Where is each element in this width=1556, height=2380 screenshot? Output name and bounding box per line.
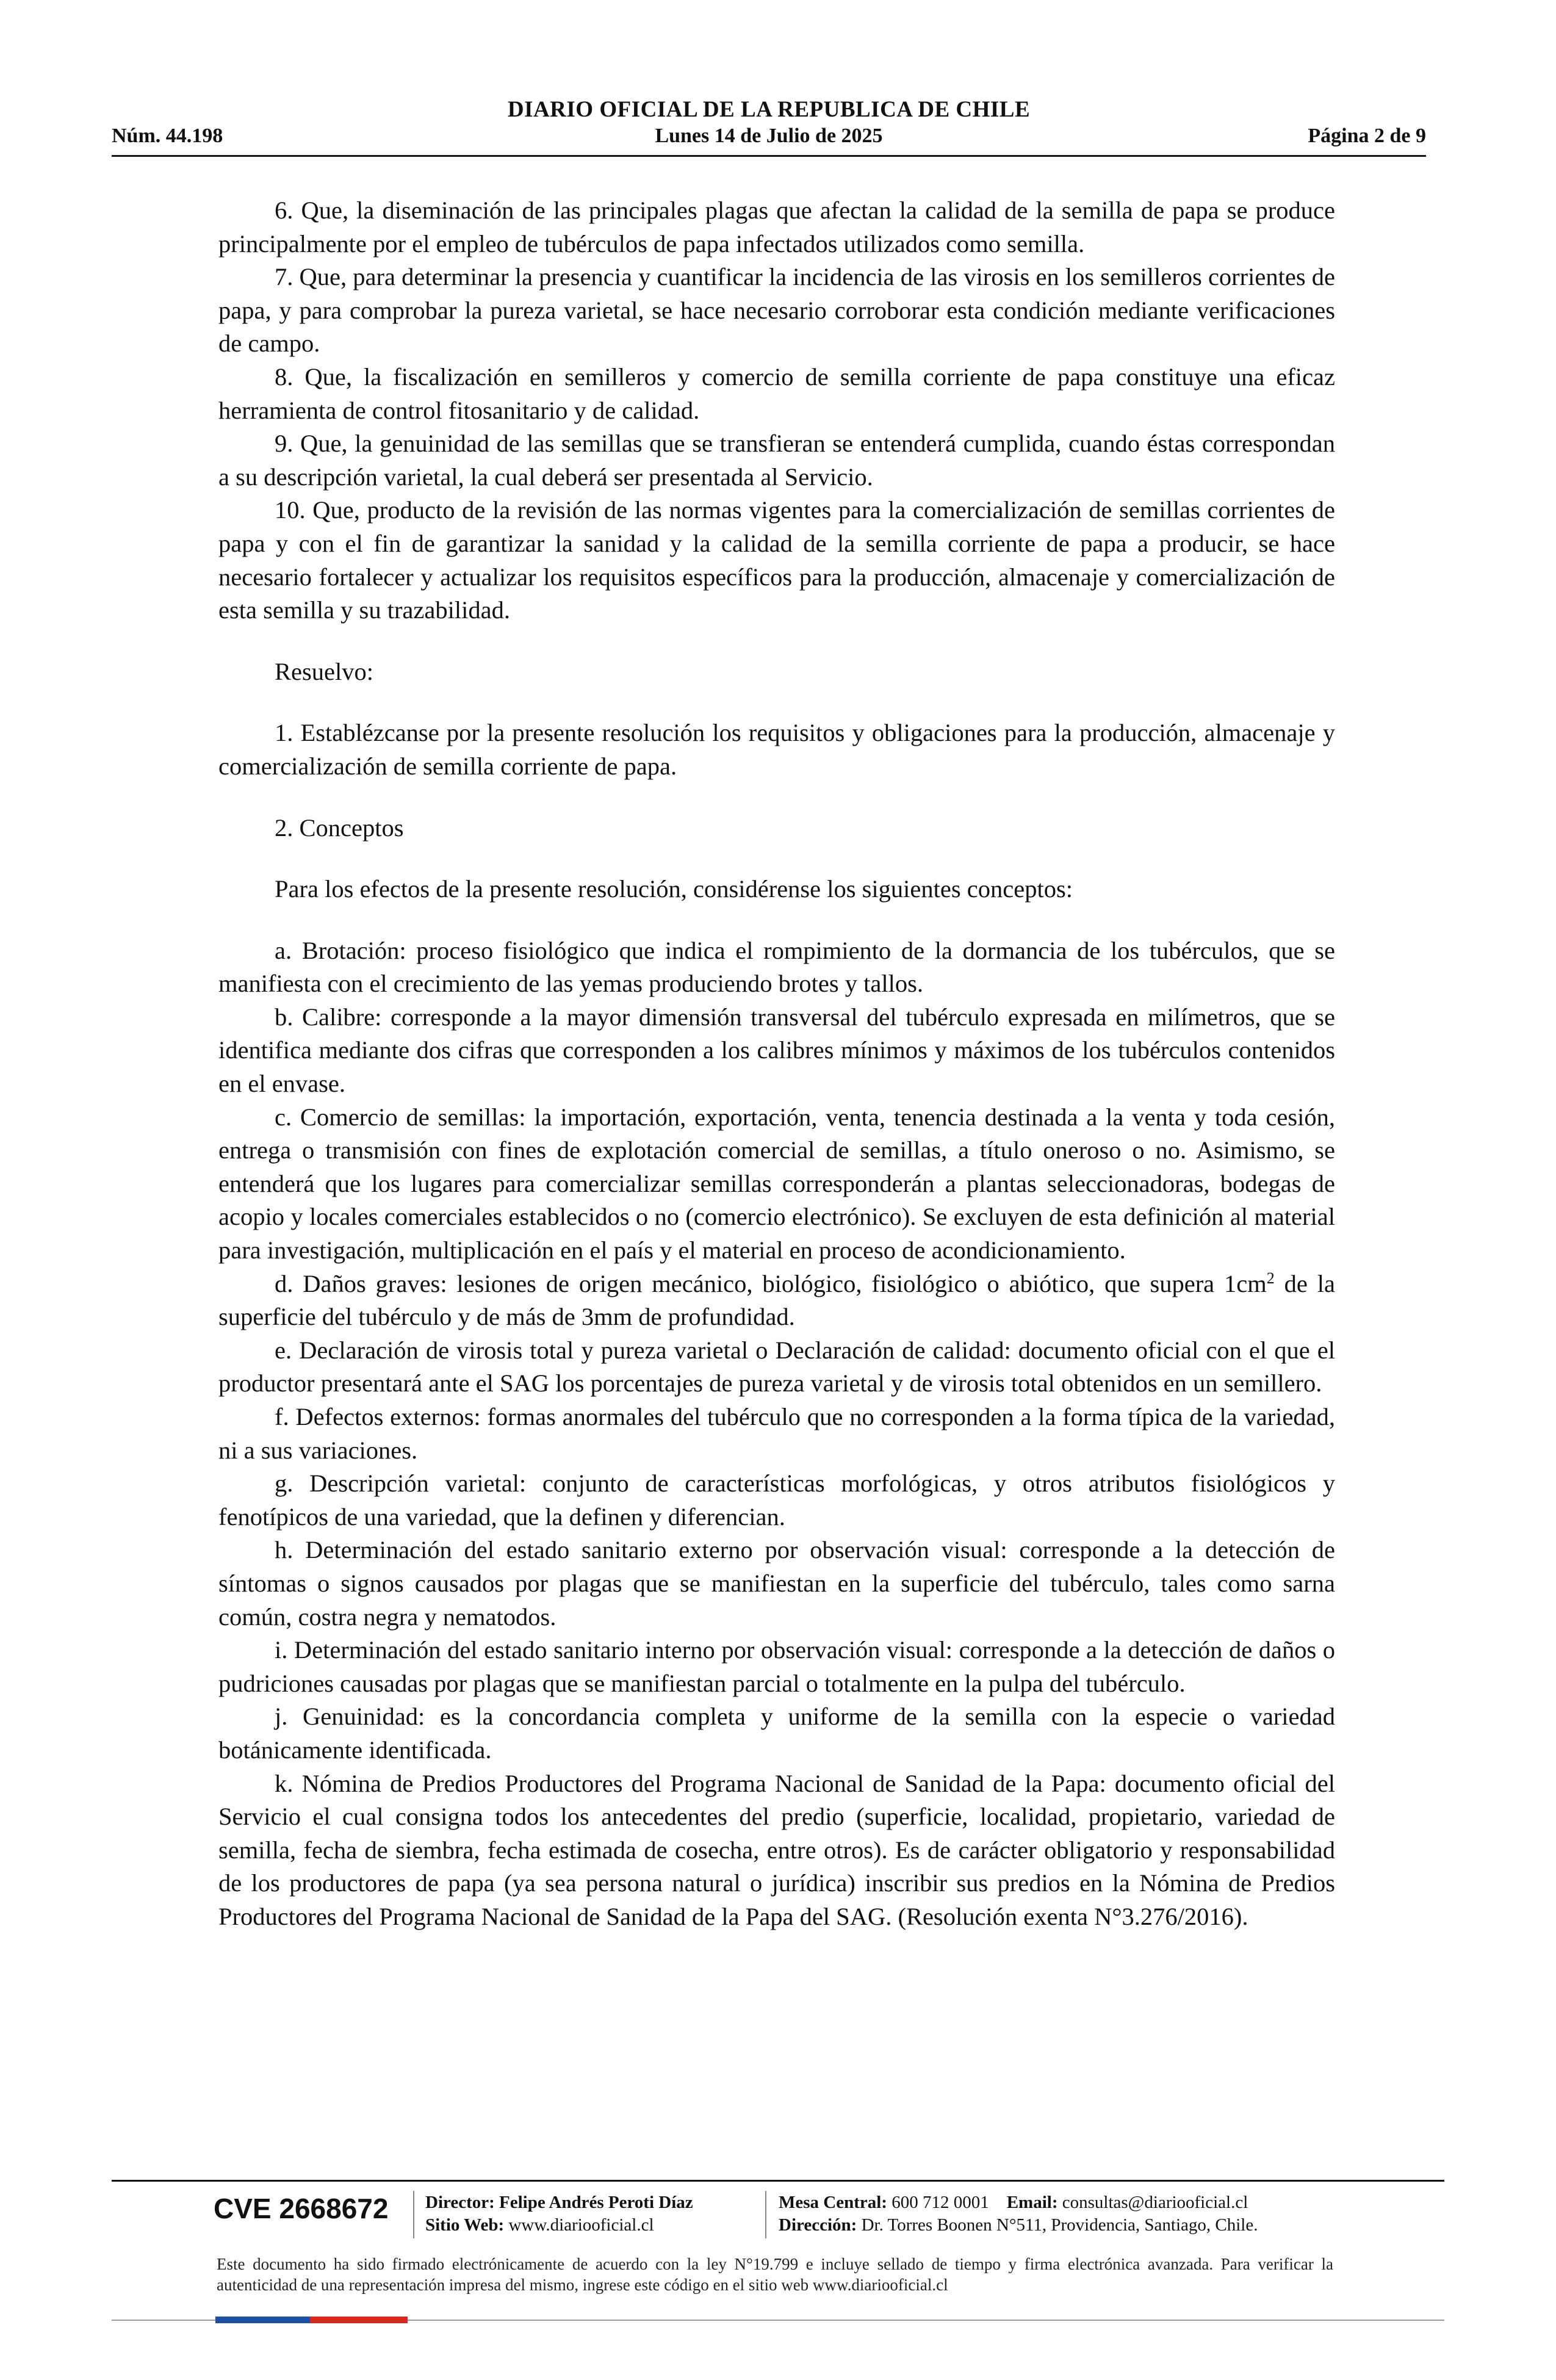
concept-b: b. Calibre: corresponde a la mayor dimensión transversal del tubérculo expresada en milímetros, que se identifica mediante dos cifras que corresponden a los calibres mínimos y máximos de los tubérculos contenidos en el envase. [218, 1003, 1335, 1098]
issue-date: Lunes 14 de Julio de 2025 [655, 124, 883, 147]
concept-f: f. Defectos externos: formas anormales del tubérculo que no corresponden a la forma típica de la variedad, ni a sus variaciones. [218, 1403, 1335, 1464]
concept-j: j. Genuinidad: es la concordancia completa y uniforme de la semilla con la especie o variedad botánicamente identificada. [218, 1703, 1335, 1764]
header-divider [112, 155, 1426, 157]
direccion-value: Dr. Torres Boonen N°511, Providencia, Santiago, Chile. [861, 2215, 1258, 2235]
issue-number: Núm. 44.198 [112, 124, 223, 147]
concept-d-text: d. Daños graves: lesiones de origen mecánico, biológico, fisiológico o abiótico, que supera 1cm [275, 1269, 1267, 1297]
superscript: 2 [1266, 1269, 1275, 1287]
footer-separator [413, 2191, 414, 2238]
concept-c: c. Comercio de semillas: la importación, exportación, venta, tenencia destinada a la venta y toda cesión, entrega o transmisión con fines de explotación comercial de semillas, a título oneroso o no. Asimismo, se entenderá que los lugares para comercializar semillas corresponderán a plantas seleccionadoras, bodegas de acopio y locales comerciales establecidos o no (comercio electrónico). Se excluyen de esta definición al material para investigación, multiplicación en el país y el material en proceso de acondicionamiento. [218, 1103, 1335, 1264]
flag-stripe-blue [215, 2317, 310, 2323]
paragraph-6: 6. Que, la diseminación de las principales plagas que afectan la calidad de la semilla de papa se produce principalmente por el empleo de tubérculos de papa infectados utilizados como semilla. [218, 197, 1335, 258]
concept-i: i. Determinación del estado sanitario interno por observación visual: corresponde a la detección de daños o pudriciones causadas por plagas que se manifiestan parcial o totalmente en la pulpa del tubérculo. [218, 1636, 1335, 1697]
flag-stripe-red [310, 2317, 408, 2323]
director-label: Director: [425, 2193, 495, 2212]
email-link[interactable]: consultas@diariooficial.cl [1062, 2193, 1248, 2212]
page-number: Página 2 de 9 [1308, 124, 1426, 147]
paragraph-9: 9. Que, la genuinidad de las semillas que se transfieran se entenderá cumplida, cuando éstas correspondan a su descripción varietal, la cual deberá ser presentada al Servicio. [218, 430, 1335, 491]
footer-divider [112, 2180, 1444, 2182]
footer-director-web [425, 2191, 693, 2237]
cve-code: CVE 2668672 [214, 2193, 389, 2224]
page-header [112, 92, 1426, 159]
concept-d [218, 1268, 1335, 1334]
mesa-phone: 600 712 0001 [891, 2193, 989, 2212]
concept-k: k. Nómina de Predios Productores del Programa Nacional de Sanidad de la Papa: documento oficial del Servicio el cual consigna todos los antecedentes del predio (superficie, localidad, propietario, variedad de semilla, fecha de siembra, fecha estimada de cosecha, entre otros). Es de carácter obligatorio y responsabilidad de los productores de papa (ya sea persona natural o jurídica) inscribir sus predios en la Nómina de Predios Productores del Programa Nacional de Sanidad de la Papa del SAG. (Resolución exenta N°3.276/2016). [218, 1769, 1335, 1930]
concept-h: h. Determinación del estado sanitario externo por observación visual: corresponde a la detección de síntomas o signos causados por plagas que se manifiestan en la superficie del tubérculo, tales como sarna común, costra negra y nematodos. [218, 1536, 1335, 1631]
newspaper-title: DIARIO OFICIAL DE LA REPUBLICA DE CHILE [507, 97, 1031, 122]
director-name: Felipe Andrés Peroti Díaz [499, 2193, 693, 2212]
direccion-label: Dirección: [779, 2215, 857, 2235]
resolution-1: 1. Establézcanse por la presente resolución los requisitos y obligaciones para la producción, almacenaje y comercialización de semilla corriente de papa. [218, 719, 1335, 780]
resolution-2-heading: 2. Conceptos [275, 813, 404, 842]
website-link[interactable]: www.diariooficial.cl [508, 2215, 654, 2235]
concept-g: g. Descripción varietal: conjunto de características morfológicas, y otros atributos fisiológicos y fenotípicos de una variedad, que la definen y diferencian. [218, 1469, 1335, 1531]
paragraph-8: 8. Que, la fiscalización en semilleros y comercio de semilla corriente de papa constituye una eficaz herramienta de control fitosanitario y de calidad. [218, 362, 1335, 424]
concept-a: a. Brotación: proceso fisiológico que indica el rompimiento de la dormancia de los tubérculos, que se manifiesta con el crecimiento de las yemas produciendo brotes y tallos. [218, 936, 1335, 998]
paragraph-7: 7. Que, para determinar la presencia y cuantificar la incidencia de las virosis en los semilleros corrientes de papa, y para comprobar la pureza varietal, se hace necesario corroborar esta condición mediante verificaciones de campo. [218, 263, 1335, 358]
email-label: Email: [1006, 2193, 1058, 2212]
document-body [218, 194, 1335, 1934]
footer-separator [765, 2191, 766, 2238]
legal-notice: Este documento ha sido firmado electrónicamente de acuerdo con la ley N°19.799 e incluye sellado de tiempo y firma electrónica avanzada. Para verificar la autenticidad de una representación impresa del mismo, ingrese este código en el sitio web www.diariooficial.cl [217, 2255, 1333, 2294]
footer-contact [779, 2191, 1258, 2237]
website-label: Sitio Web: [425, 2215, 505, 2235]
concept-d-text-end: de la superficie del tubérculo y de más de 3mm de profundidad. [218, 1269, 1335, 1331]
paragraph-10: 10. Que, producto de la revisión de las normas vigentes para la comercialización de semillas corrientes de papa y con el fin de garantizar la sanidad y la calidad de la semilla corriente de papa a producir, se hace necesario fortalecer y actualizar los requisitos específicos para la producción, almacenaje y comercialización de esta semilla y su trazabilidad. [218, 496, 1335, 624]
resuelvo-heading: Resuelvo: [275, 657, 373, 685]
mesa-label: Mesa Central: [779, 2193, 887, 2212]
concept-e: e. Declaración de virosis total y pureza varietal o Declaración de calidad: documento oficial con el que el productor presentará ante el SAG los porcentajes de pureza varietal y de virosis total obtenidos en un semillero. [218, 1336, 1335, 1397]
concepts-intro: Para los efectos de la presente resolución, considérense los siguientes conceptos: [275, 875, 1073, 903]
